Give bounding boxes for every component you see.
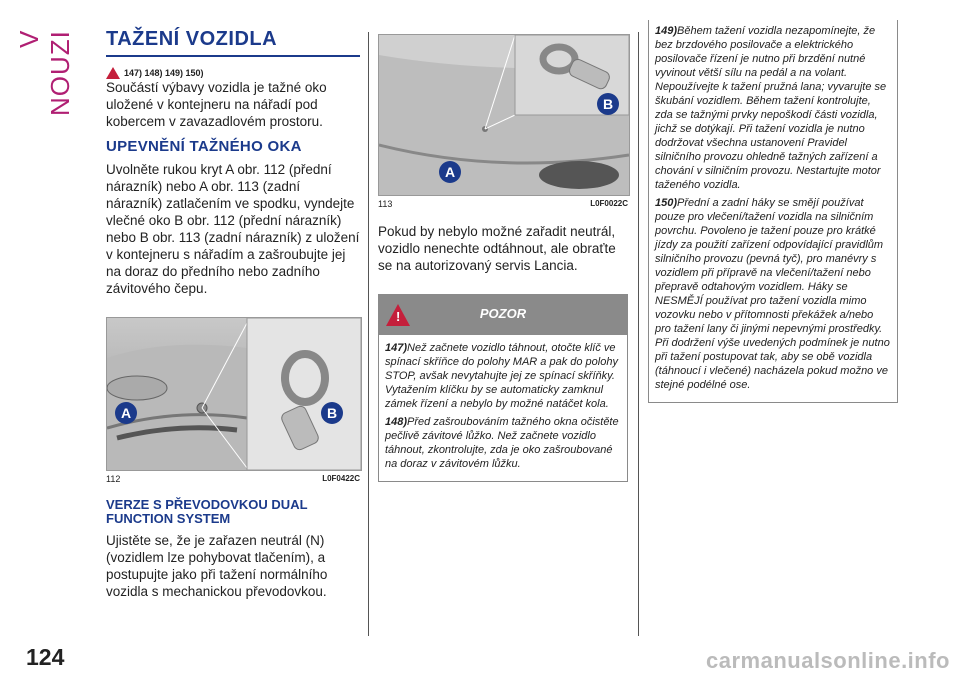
column-divider <box>638 32 639 636</box>
rear-bumper-illustration <box>379 35 629 195</box>
label-a-badge: A <box>115 402 137 424</box>
warning-148: 148)Před zašroubováním tažného okna očistěte pečlivě závitové lůžko. Než začnete vozidlo táhnout, zkontrolujte, zda je oko zašroubované na doraz v závitovém lůžku. <box>385 416 619 470</box>
dual-function-paragraph: Ujistěte se, že je zařazen neutrál (N) (vozidlem lze pohybovat tlačením), a postupujte jako při tažení normálního vozidla s mechanickou převodovkou. <box>106 533 328 599</box>
figure-113 <box>378 34 630 196</box>
warning-147: 147)Než začnete vozidlo táhnout, otočte klíč ve spínací skříňce do polohy MAR a pak do polohy STOP, avšak nevytahujte jej ze spínací skříňky. Vytažením klíčku by se automaticky zamknul zámek řízení a nebylo by možné natáčet kola. <box>385 342 618 410</box>
figure-code: L0F0022C <box>590 199 628 208</box>
warning-149: 149)Během tažení vozidla nezapomínejte, že bez brzdového posilovače a elektrického posilovače řízení je nutno při brzdění nutné vyvinout větší sílu na pedál a na volant. Nepoužívejte k tažení pružná lana; vyvarujte se škubání vozidlem. Během tažení kontrolujte, zda se tažnými prvky nepoškodí části vozidla, jichž se dotýkají. Při tažení vozidla je nutno dodržovat všechna ustanovení Pravidel silničního provozu ohledně tažných zařízení a chování v silničním provozu. Nestartujte motor taženého vozidla. <box>655 25 887 191</box>
warning-150: 150)Přední a zadní háky se smějí používat pouze pro vlečení/tažení vozidla na silničním povrchu. Povoleno je tažení pouze pro krátké jízdy za použití zařízení odpovídající pravidlům silničního provozu (pevná tyč), pro manévry s vozidlem při přípravě na vlečení/tažení nebo přepravě odtahovým vozidlem. Háky se NESMĚJÍ používat pro tažení vozidla mimo vozovku nebo v přítomnosti překážek a/nebo pro tažení lany či jinými nepevnými prostředky. Při dodržení výše uvedených podmínek je nutno při tažení postupovat tak, aby se obě vozidla (táhnoucí i vlečené) nacházela pokud možno ve stejné podélné ose. <box>655 197 890 391</box>
figure-code: L0F0422C <box>322 474 360 483</box>
figure-caption <box>106 474 360 484</box>
warning-continuation-box <box>648 20 898 403</box>
label-b-badge: B <box>321 402 343 424</box>
figure-number: 112 <box>106 474 121 484</box>
column-right <box>648 20 898 403</box>
mounting-paragraph: Uvolněte rukou kryt A obr. 112 (přední nárazník) nebo A obr. 113 (zadní nárazník) zatlačením ve spodku, vyndejte vlečné oko B obr. 112 (přední nárazník) nebo B obr. 113 (zadní nárazník) z uložení v kontejneru s nářadím a zašroubujte jej na doraz do předního nebo zadního závitového čepu. <box>106 162 360 296</box>
watermark-text: carmanualsonline.info <box>706 648 950 673</box>
column-middle <box>378 34 628 482</box>
figure-caption <box>378 199 628 209</box>
column-divider <box>368 32 369 636</box>
page-title: TAŽENÍ VOZIDLA <box>106 28 360 57</box>
warning-triangle-icon <box>106 67 120 79</box>
subheading-eye-mounting: UPEVNĚNÍ TAŽNÉHO OKA <box>106 138 302 155</box>
column-left <box>106 28 360 600</box>
warning-box-body <box>378 334 628 482</box>
warning-box-header <box>378 294 628 334</box>
warning-references <box>106 67 360 79</box>
figure-number: 113 <box>378 199 393 209</box>
figure-112 <box>106 317 362 471</box>
warning-box-title: POZOR <box>479 306 527 321</box>
intro-paragraph: Součástí výbavy vozidla je tažné oko uložené v kontejneru na nářadí pod kobercem v zavazadlovém prostoru. <box>106 80 327 129</box>
front-bumper-illustration <box>107 318 361 470</box>
neutral-paragraph: Pokud by nebylo možné zařadit neutrál, vozidlo nenechte odtáhnout, ale obraťte se na autorizovaný servis Lancia. <box>378 224 616 273</box>
label-a-badge: A <box>439 161 461 183</box>
page-number: 124 <box>26 644 65 670</box>
subheading-dual-function: VERZE S PŘEVODOVKOU DUAL FUNCTION SYSTEM <box>106 497 308 526</box>
warning-refs-text: 147) 148) 149) 150) <box>124 68 204 78</box>
label-b-badge: B <box>597 93 619 115</box>
section-side-label: V NOUZI <box>14 30 75 116</box>
